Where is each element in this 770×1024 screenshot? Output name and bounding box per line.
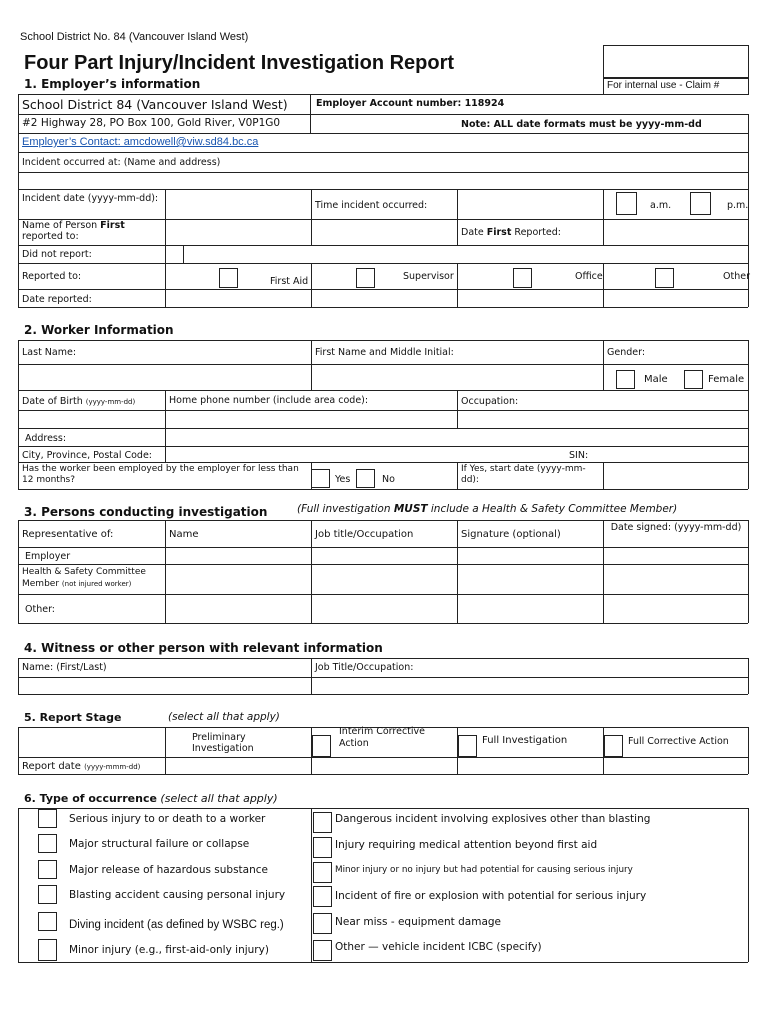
first-name-label: First Name and Middle Initial: bbox=[315, 347, 454, 358]
supervisor-checkbox[interactable] bbox=[356, 268, 375, 288]
person-first-reported-field[interactable] bbox=[166, 220, 456, 244]
employed-question: Has the worker been employed by the employer for less than 12 months? bbox=[22, 464, 299, 485]
occurrence-checkbox-explosives[interactable] bbox=[313, 812, 332, 833]
last-name-label: Last Name: bbox=[22, 347, 77, 358]
full-investigation-checkbox[interactable] bbox=[458, 735, 477, 757]
date-first-reported-field[interactable] bbox=[604, 220, 747, 244]
preliminary-checkbox[interactable] bbox=[166, 728, 182, 744]
interim-checkbox[interactable] bbox=[312, 735, 331, 757]
witness-name-field[interactable] bbox=[19, 678, 310, 693]
col-representative: Representative of: bbox=[22, 529, 114, 540]
col-name: Name bbox=[169, 529, 199, 540]
am-checkbox[interactable] bbox=[616, 192, 637, 215]
occurrence-serious-injury: Serious injury to or death to a worker bbox=[69, 813, 266, 825]
occupation-label: Occupation: bbox=[461, 396, 519, 407]
section-4-title: 4. Witness or other person with relevant information bbox=[24, 641, 383, 655]
date-first-reported-label: Date First Reported: bbox=[461, 227, 561, 238]
preliminary-label: Preliminary Investigation bbox=[192, 732, 254, 754]
row-other: Other: bbox=[25, 604, 56, 615]
sin-label: SIN: bbox=[569, 450, 589, 461]
row-hs-committee: Health & Safety Committee Member (not injured worker) bbox=[22, 567, 146, 589]
supervisor-label: Supervisor bbox=[403, 271, 454, 282]
occurrence-fire: Incident of fire or explosion with potential for serious injury bbox=[335, 890, 647, 902]
full-corrective-label: Full Corrective Action bbox=[628, 736, 729, 747]
occurrence-checkbox-serious-injury[interactable] bbox=[38, 809, 57, 828]
occurrence-checkbox-fire[interactable] bbox=[313, 886, 332, 907]
start-date-field[interactable] bbox=[604, 463, 747, 488]
occurrence-checkbox-diving[interactable] bbox=[38, 912, 57, 931]
pm-checkbox[interactable] bbox=[690, 192, 711, 215]
city-label: City, Province, Postal Code: bbox=[22, 450, 152, 461]
date-reported-field[interactable] bbox=[166, 290, 310, 306]
occurrence-checkbox-medical[interactable] bbox=[313, 837, 332, 858]
city-field[interactable] bbox=[166, 447, 566, 461]
incident-date-label: Incident date (yyyy-mm-dd): bbox=[22, 193, 159, 204]
employer-account-number: Employer Account number: 118924 bbox=[316, 98, 505, 109]
reported-to-label: Reported to: bbox=[22, 271, 82, 282]
occurrence-vehicle: Other — vehicle incident ICBC (specify) bbox=[335, 941, 542, 953]
gender-label: Gender: bbox=[607, 347, 646, 358]
full-corrective-checkbox[interactable] bbox=[604, 735, 623, 757]
occupation-field[interactable] bbox=[458, 411, 747, 427]
section-2-title: 2. Worker Information bbox=[24, 323, 174, 337]
other-checkbox[interactable] bbox=[655, 268, 674, 288]
occurrence-blasting: Blasting accident causing personal injury bbox=[69, 889, 286, 901]
occurrence-checkbox-structural[interactable] bbox=[38, 834, 57, 853]
section-1-title: 1. Employer’s information bbox=[24, 77, 201, 91]
incident-date-field[interactable] bbox=[166, 190, 310, 218]
incident-location-field[interactable] bbox=[19, 173, 747, 188]
female-checkbox[interactable] bbox=[684, 370, 703, 389]
occurrence-explosives: Dangerous incident involving explosives other than blasting bbox=[335, 813, 651, 825]
date-format-note: Note: ALL date formats must be yyyy-mm-dd bbox=[461, 119, 702, 130]
male-checkbox[interactable] bbox=[616, 370, 635, 389]
date-reported-label: Date reported: bbox=[22, 294, 92, 305]
col-job-title: Job title/Occupation bbox=[315, 529, 414, 540]
occurrence-diving: Diving incident (as defined by WSBC reg.) bbox=[69, 919, 284, 931]
report-date-label: Report date (yyyy-mmm-dd) bbox=[22, 761, 141, 772]
yes-checkbox[interactable] bbox=[311, 469, 330, 488]
section-6-title: 6. Type of occurrence (select all that apply) bbox=[24, 792, 278, 805]
occurrence-checkbox-vehicle[interactable] bbox=[313, 940, 332, 961]
yes-label: Yes bbox=[335, 474, 351, 485]
occurrence-potential: Minor injury or no injury but had potential for causing serious injury bbox=[335, 865, 633, 875]
employer-name: School District 84 (Vancouver Island West) bbox=[22, 97, 288, 112]
person-first-reported-label: Name of Person First reported to: bbox=[22, 220, 125, 242]
witness-job-field[interactable] bbox=[312, 678, 747, 693]
did-not-report-checkbox[interactable] bbox=[166, 246, 182, 262]
col-date-signed: Date signed: (yyyy-mm-dd) bbox=[610, 522, 742, 533]
time-occurred-label: Time incident occurred: bbox=[315, 200, 428, 211]
page-title: Four Part Injury/Incident Investigation Report bbox=[24, 52, 455, 74]
no-checkbox[interactable] bbox=[356, 469, 375, 488]
occurrence-minor: Minor injury (e.g., first-aid-only injury) bbox=[69, 944, 269, 956]
interim-label: Interim Corrective Action bbox=[339, 726, 425, 749]
no-label: No bbox=[382, 474, 395, 485]
row-employer: Employer bbox=[25, 551, 71, 562]
address-label: Address: bbox=[25, 433, 67, 444]
occurrence-checkbox-minor[interactable] bbox=[38, 939, 57, 961]
section-5-title: 5. Report Stage bbox=[24, 711, 122, 724]
male-label: Male bbox=[644, 374, 668, 385]
start-date-label: If Yes, start date (yyyy-mm-dd): bbox=[461, 464, 586, 485]
section-3-title: 3. Persons conducting investigation bbox=[24, 505, 268, 519]
incident-location-label: Incident occurred at: (Name and address) bbox=[22, 157, 221, 168]
full-investigation-note: (Full investigation MUST include a Health & Safety Committee Member) bbox=[297, 503, 678, 515]
address-field[interactable] bbox=[166, 429, 747, 445]
occurrence-hazardous: Major release of hazardous substance bbox=[69, 864, 268, 876]
female-label: Female bbox=[708, 374, 745, 385]
report-date-field[interactable] bbox=[166, 758, 747, 773]
home-phone-field[interactable] bbox=[166, 411, 456, 427]
occurrence-checkbox-potential[interactable] bbox=[313, 862, 332, 883]
home-phone-label: Home phone number (include area code): bbox=[169, 395, 369, 406]
first-aid-label: First Aid bbox=[270, 276, 309, 287]
internal-use-label: For internal use - Claim # bbox=[607, 80, 720, 91]
claim-number-box[interactable] bbox=[603, 45, 749, 78]
office-label: Office bbox=[575, 271, 603, 282]
last-name-field[interactable] bbox=[19, 365, 310, 389]
occurrence-checkbox-hazardous[interactable] bbox=[38, 860, 57, 879]
pm-label: p.m. bbox=[727, 200, 749, 211]
did-not-report-label: Did not report: bbox=[22, 249, 92, 260]
occurrence-checkbox-near-miss[interactable] bbox=[313, 913, 332, 934]
time-occurred-field[interactable] bbox=[458, 190, 602, 218]
employer-address: #2 Highway 28, PO Box 100, Gold River, V0P1G0 bbox=[22, 117, 281, 129]
occurrence-structural: Major structural failure or collapse bbox=[69, 838, 250, 850]
occurrence-near-miss: Near miss - equipment damage bbox=[335, 916, 502, 928]
full-investigation-label: Full Investigation bbox=[482, 735, 568, 746]
first-name-field[interactable] bbox=[312, 365, 602, 389]
sin-field[interactable] bbox=[604, 447, 747, 461]
office-checkbox[interactable] bbox=[513, 268, 532, 288]
col-signature: Signature (optional) bbox=[461, 529, 561, 540]
employer-contact-link[interactable]: Employer’s Contact: amcdowell@viw.sd84.bc.ca bbox=[22, 136, 259, 148]
occurrence-medical: Injury requiring medical attention beyond first aid bbox=[335, 839, 598, 851]
first-aid-checkbox[interactable] bbox=[219, 268, 238, 288]
occurrence-checkbox-blasting[interactable] bbox=[38, 885, 57, 904]
am-label: a.m. bbox=[650, 200, 672, 211]
witness-job-label: Job Title/Occupation: bbox=[315, 662, 414, 673]
dob-label: Date of Birth (yyyy-mm-dd) bbox=[22, 396, 136, 407]
witness-name-label: Name: (First/Last) bbox=[22, 662, 107, 673]
stage-select-note: (select all that apply) bbox=[168, 711, 280, 723]
other-label: Other bbox=[723, 271, 750, 282]
district-header: School District No. 84 (Vancouver Island West) bbox=[20, 31, 249, 43]
dob-field[interactable] bbox=[19, 411, 164, 427]
